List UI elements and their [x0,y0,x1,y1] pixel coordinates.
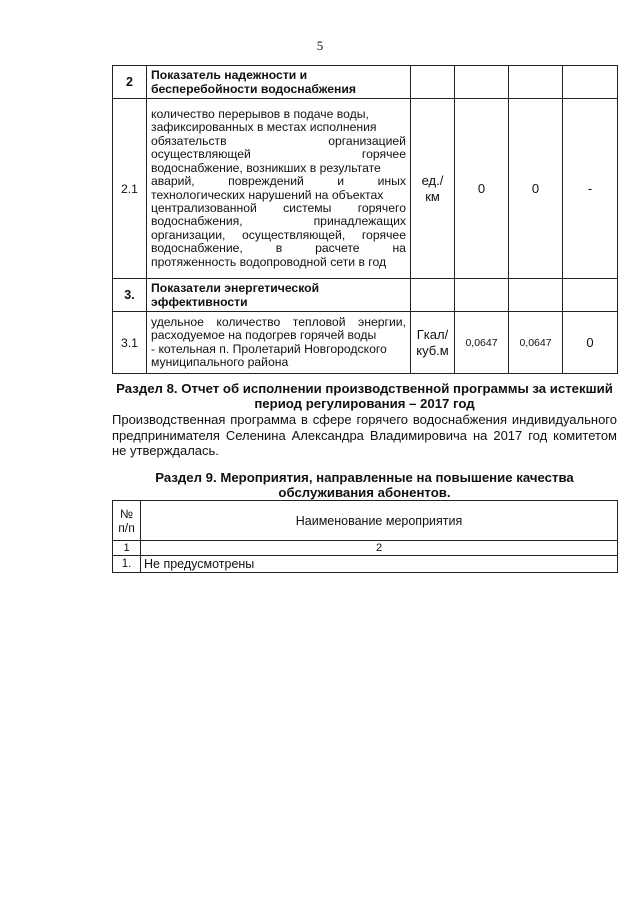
description-line: - котельная п. Пролетарий Новгородского [151,341,387,356]
description-line [151,202,406,215]
word: на [392,241,406,256]
word: количество [216,314,281,329]
row-number: 3.1 [113,312,147,374]
description-line [151,135,406,148]
row-number: 1. [113,556,141,573]
word: принадлежащих [313,214,406,229]
word: организацией [328,133,406,148]
row-number: 3. [113,279,147,312]
value-cell: 0,0647 [455,312,509,374]
word: горячего [357,200,406,215]
table-row [113,279,618,312]
description-line [151,215,406,228]
description-line: технологических нарушений на объектах [151,187,384,202]
word: горячее [361,227,406,242]
word: водоснабжения, [151,214,243,229]
value-cell: - [563,99,618,279]
page-number: 5 [316,38,324,53]
word: аварий, [151,174,195,189]
description-line: расходуемое на подогрев горячей воды [151,328,377,343]
value-cell: 0 [509,99,563,279]
word: и [337,174,345,189]
word: удельное [151,314,204,329]
unit-cell: ед./ км [411,99,455,279]
section-9-title: Раздел 9. Мероприятия, направленные на повышение качества обслуживания абонентов. [155,470,574,500]
measures-table [112,500,618,573]
section-header: Показатели энергетической эффективности [147,279,411,312]
description-line: количество перерывов в подаче воды, [151,107,369,122]
word: централизованной [151,200,257,215]
word: тепловой [292,314,346,329]
word: водоснабжение, [151,241,243,256]
word: осуществляющей [151,147,251,162]
description-line [151,148,406,161]
row-number: 2.1 [113,99,147,279]
description-line [151,175,406,188]
description-line: протяженность водопроводной сети в год [151,254,387,269]
word: энергии, [358,314,406,329]
word: осуществляющей, [242,227,346,242]
section-8-title: Раздел 8. Отчет об исполнении производственной программы за истекший период регулирования – 2017 год [116,381,613,411]
measure-name: Не предусмотрены [141,556,618,573]
table-row [113,556,618,573]
value-cell: 0 [455,99,509,279]
index-cell: 2 [141,541,618,556]
table-row [113,66,618,99]
table-row [113,99,618,279]
section-8-body: Производственная программа в сфере горячего водоснабжения индивидуального предпринимателя Селенина Александра Владимировича на 2017 год комитетом не утверждалась. [112,412,617,458]
value-cell: 0 [563,312,618,374]
word: системы [283,200,332,215]
value-cell: 0,0647 [509,312,563,374]
table-row [113,312,618,374]
description-line [151,316,406,329]
word: организации, [151,227,226,242]
column-header-name: Наименование мероприятия [141,501,618,541]
table-index-row [113,541,618,556]
indicator-description [147,312,411,374]
description-line: муниципального района [151,354,289,369]
table-header-row [113,501,618,541]
word: расчете [315,241,360,256]
description-line [151,229,406,242]
row-number: 2 [113,66,147,99]
unit-cell: Гкал/ куб.м [411,312,455,374]
column-header-number: № п/п [113,501,141,541]
description-line: водоснабжение, возникших в результате [151,160,381,175]
description-line: зафиксированных в местах исполнения [151,120,377,135]
word: в [275,241,283,256]
section-header: Показатель надежности и бесперебойности водоснабжения [147,66,411,99]
word: иных [377,174,406,189]
indicator-description [147,99,411,279]
indicators-table [112,65,618,374]
word: горячее [361,147,406,162]
word: повреждений [228,174,304,189]
index-cell: 1 [113,541,141,556]
description-line [151,242,406,255]
word: обязательств [151,133,227,148]
